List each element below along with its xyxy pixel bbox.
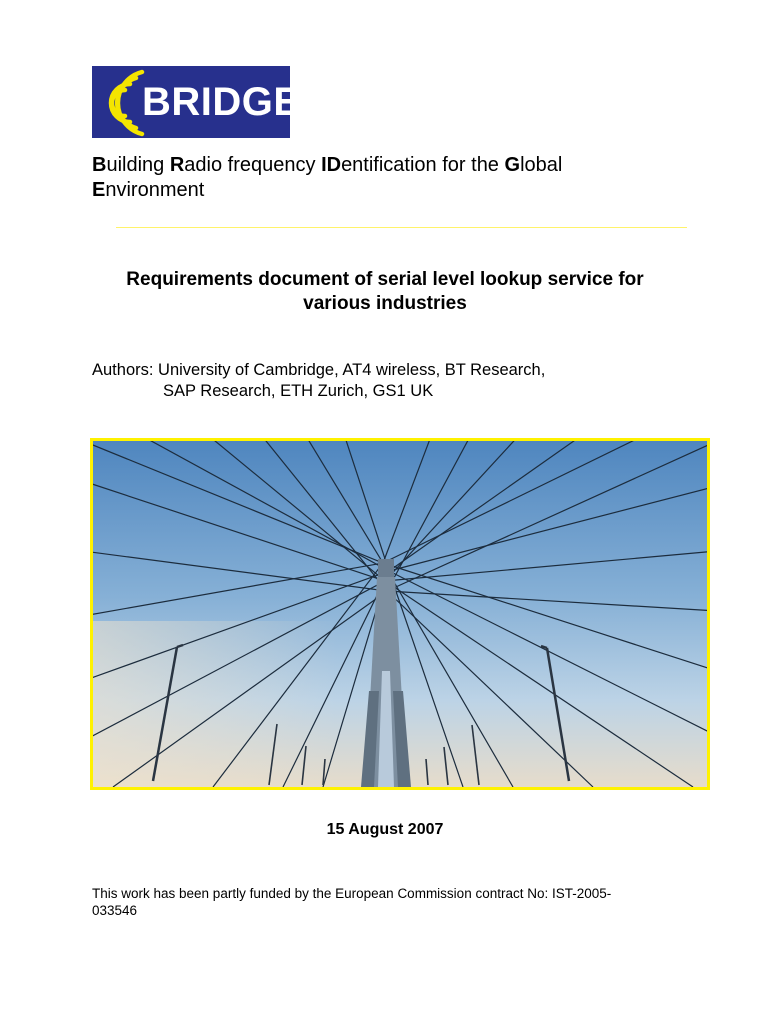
initial-b: B bbox=[92, 154, 107, 176]
logo-wordmark: BRIDGE bbox=[142, 80, 301, 124]
title-part: adio frequency bbox=[184, 154, 322, 176]
initial-g: G bbox=[504, 154, 521, 176]
bridge-logo bbox=[92, 66, 301, 138]
authors-line-1: Authors: University of Cambridge, AT4 wireless, BT Research, bbox=[92, 361, 546, 379]
title-part: lobal bbox=[520, 154, 563, 176]
document-title: Requirements document of serial level lookup service for various industries bbox=[126, 269, 644, 314]
title-part: nvironment bbox=[105, 179, 205, 201]
document-date: 15 August 2007 bbox=[326, 821, 444, 838]
initial-id: ID bbox=[321, 154, 342, 176]
divider-rule bbox=[116, 227, 687, 228]
authors-block bbox=[92, 360, 692, 402]
initial-e: E bbox=[92, 179, 106, 201]
title-part: entification for the bbox=[341, 154, 505, 176]
cover-image bbox=[90, 438, 710, 790]
authors-line-2: SAP Research, ETH Zurich, GS1 UK bbox=[163, 382, 434, 400]
funding-line-1: This work has been partly funded by the European Commission contract No: IST-2005- bbox=[92, 886, 612, 901]
bridge-photo bbox=[93, 441, 707, 787]
initial-r: R bbox=[169, 154, 185, 176]
funding-note bbox=[92, 885, 652, 919]
funding-line-2: 033546 bbox=[92, 903, 138, 918]
project-title bbox=[92, 153, 652, 203]
title-part: uilding bbox=[106, 154, 170, 176]
